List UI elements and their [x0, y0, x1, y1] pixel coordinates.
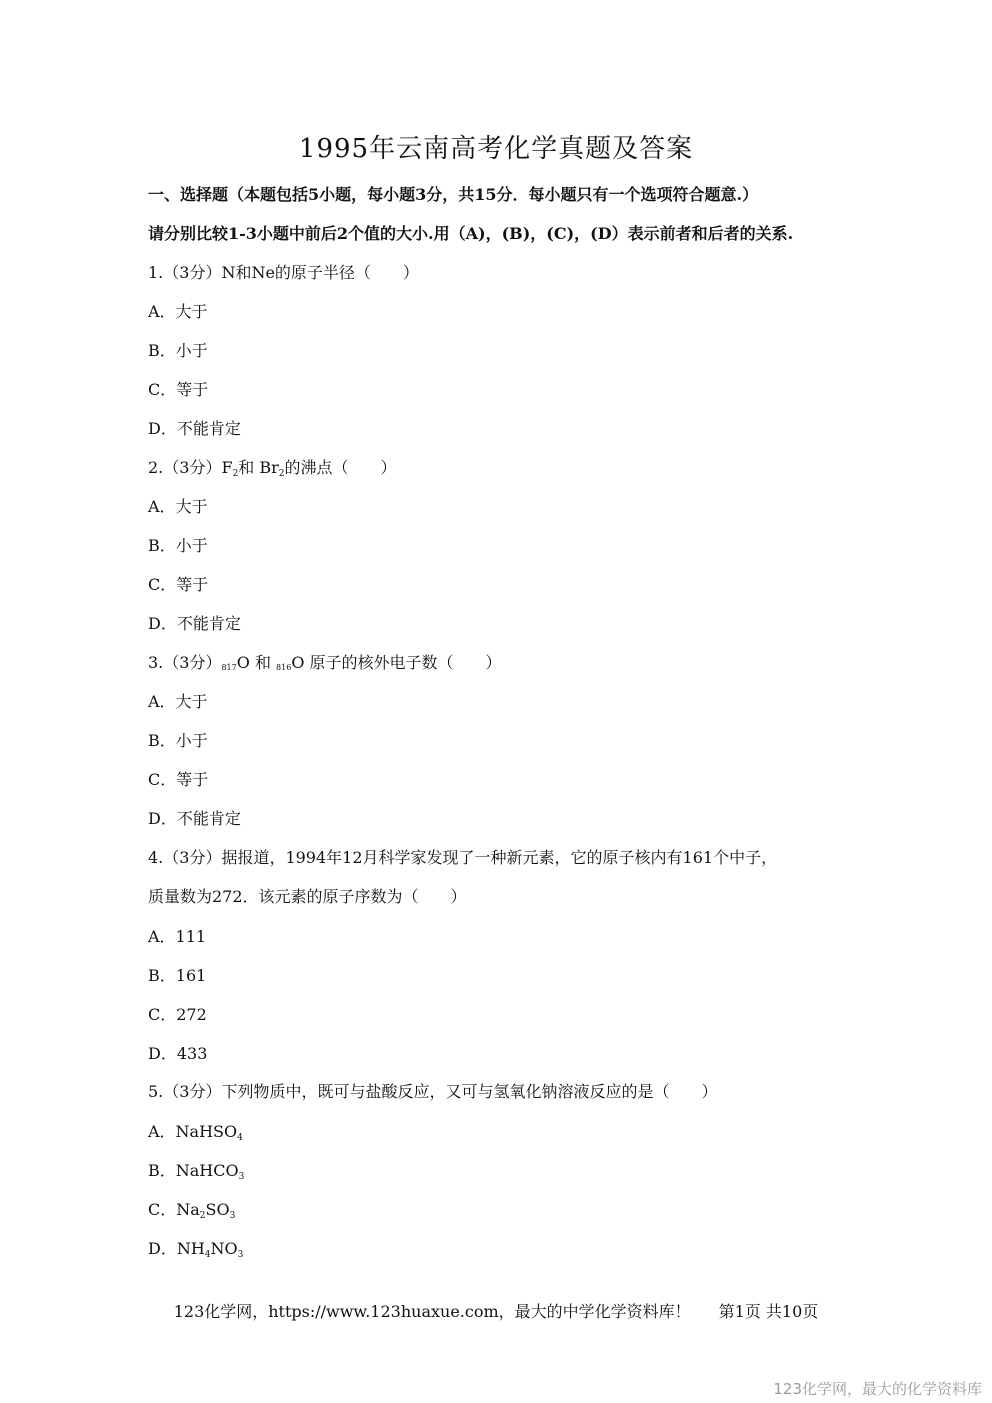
option-c-formula: C．Na [148, 1200, 200, 1219]
question-4-option-c: C．272 [148, 1005, 207, 1024]
question-3-option-d: D．不能肯定 [148, 809, 241, 828]
question-1-stem: 1.（3分）N和Ne的原子半径（ ） [148, 263, 419, 282]
instruction-text: 请分别比较1-3小题中前后2个值的大小.用（A)，(B)，(C)，(D）表示前者和后者的关系. [148, 224, 794, 243]
question-2-option-a: A．大于 [148, 497, 208, 516]
option-b-formula: B．NaHCO [148, 1161, 239, 1180]
question-3-option-b: B．小于 [148, 731, 208, 750]
question-1-option-a: A．大于 [148, 302, 208, 321]
isotope-2-atomic-number: 8 [276, 663, 282, 672]
option-c-formula-mid: SO [205, 1200, 230, 1219]
question-2-stem [148, 455, 397, 479]
question-1-option-d: D．不能肯定 [148, 419, 241, 438]
question-4-stem-line-2: 质量数为272．该元素的原子序数为（ ） [148, 887, 467, 906]
fluorine-subscript: 2 [232, 469, 239, 479]
question-5-option-b [148, 1158, 244, 1182]
page-footer [0, 1299, 992, 1322]
option-a-subscript: 4 [237, 1133, 243, 1143]
question-4-option-d: D．433 [148, 1044, 208, 1063]
question-2-prefix: 2.（3分） [148, 458, 222, 477]
page-title: 1995年云南高考化学真题及答案 [298, 134, 694, 164]
question-5-option-c [148, 1197, 235, 1221]
question-4-option-b: B．161 [148, 966, 207, 985]
watermark-text: 123化学网，最大的化学资料库 [773, 1380, 982, 1398]
option-d-formula: D．NH [148, 1239, 205, 1258]
question-3-option-c: C．等于 [148, 770, 209, 789]
isotope-1-symbol: O 和 [236, 653, 277, 672]
isotope-1-atomic-number: 8 [221, 663, 227, 672]
option-b-subscript: 3 [238, 1172, 245, 1182]
question-2-option-d: D．不能肯定 [148, 614, 241, 633]
bromine-formula: 和 Br [238, 458, 279, 477]
question-3-option-a: A．大于 [148, 692, 208, 711]
question-3-prefix: 3.（3分） [148, 653, 222, 672]
question-2-suffix: 的沸点（ ） [284, 458, 397, 477]
option-c-subscript-1: 2 [199, 1211, 206, 1221]
question-1-option-b: B．小于 [148, 341, 208, 360]
question-2-option-c: C．等于 [148, 575, 209, 594]
section-heading: 一、选择题（本题包括5小题，每小题3分，共15分．每小题只有一个选项符合题意.） [148, 185, 759, 204]
question-3-stem [148, 650, 502, 673]
bromine-subscript: 2 [278, 469, 285, 479]
question-1-option-c: C．等于 [148, 380, 209, 399]
isotope-2-mass-number: 16 [281, 663, 292, 672]
footer-page-number: 第1页 共10页 [718, 1302, 819, 1321]
question-4-option-a: A．111 [148, 927, 207, 946]
question-2-option-b: B．小于 [148, 536, 208, 555]
fluorine-formula: F [221, 458, 233, 477]
option-d-formula-mid: NO [210, 1239, 238, 1258]
question-3-suffix: O 原子的核外电子数（ ） [291, 653, 502, 672]
option-d-subscript-2: 3 [237, 1250, 244, 1260]
option-d-subscript-1: 4 [204, 1250, 211, 1260]
option-c-subscript-2: 3 [229, 1211, 236, 1221]
question-5-stem: 5.（3分）下列物质中，既可与盐酸反应，又可与氢氧化钠溶液反应的是（ ） [148, 1082, 718, 1101]
isotope-1-mass-number: 17 [226, 663, 237, 672]
option-a-formula: A．NaHSO [148, 1122, 238, 1141]
question-4-stem-line-1: 4.（3分）据报道，1994年12月科学家发现了一种新元素，它的原子核内有161个中子， [148, 848, 778, 867]
question-5-option-a [148, 1119, 243, 1143]
question-5-option-d [148, 1236, 243, 1260]
footer-site-text: 123化学网，https://www.123huaxue.com，最大的中学化学资料库！ [173, 1302, 691, 1321]
